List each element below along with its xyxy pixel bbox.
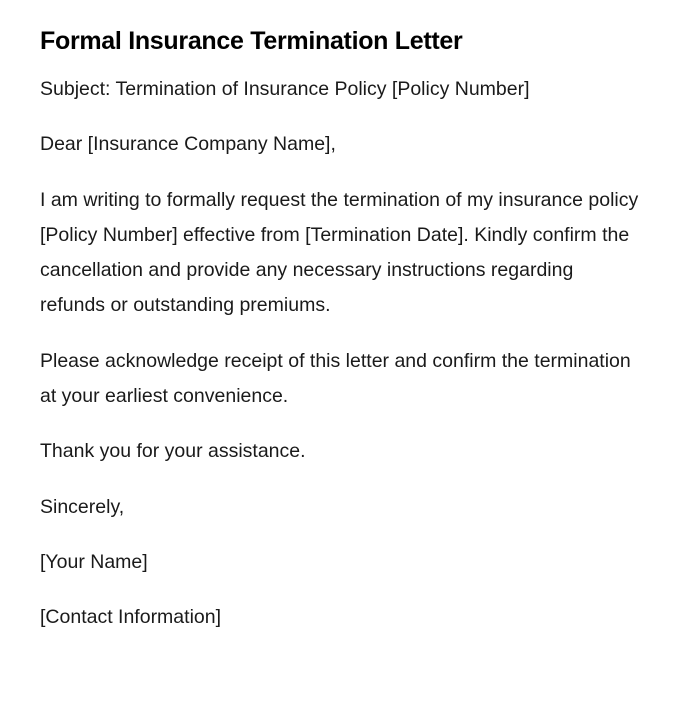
- contact-information: [Contact Information]: [40, 606, 222, 629]
- salutation: Dear [Insurance Company Name],: [40, 133, 336, 156]
- thanks-line: Thank you for your assistance.: [40, 440, 306, 463]
- letter: [40, 24, 640, 656]
- signature-name: [Your Name]: [40, 550, 148, 573]
- body-paragraph: I am writing to formally request the termination of my insurance policy [Policy Number] effective from [Termination Date]. Kindly confirm the cancellation and provide any necessary instructions regarding refunds or outstanding premiums.: [40, 188, 639, 317]
- body-paragraph: Please acknowledge receipt of this letter and confirm the termination at your earliest convenience.: [40, 349, 631, 408]
- subject-line: Subject: Termination of Insurance Policy [Policy Number]: [40, 78, 530, 100]
- closing: Sincerely,: [40, 495, 125, 518]
- letter-title: Formal Insurance Termination Letter: [40, 27, 463, 55]
